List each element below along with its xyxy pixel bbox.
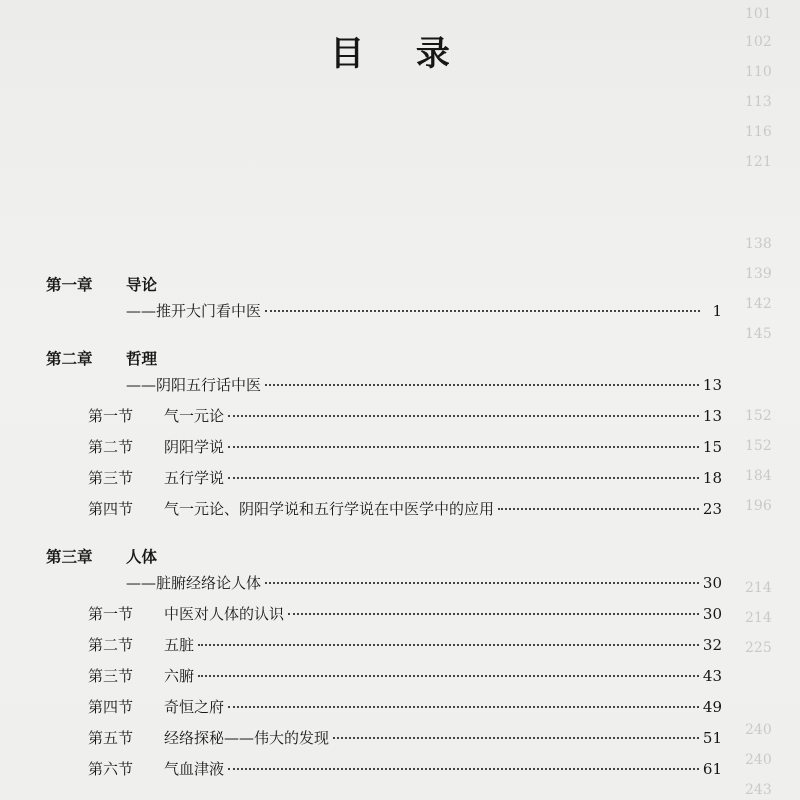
chapter-subtitle: ——脏腑经络论人体: [126, 574, 262, 592]
chapter-number: 第一章: [46, 276, 93, 294]
section-row[interactable]: [46, 630, 722, 661]
dot-leader: [288, 613, 699, 615]
dot-leader: [198, 675, 699, 677]
section-name: 六腑: [164, 667, 195, 685]
section-number: 第四节: [88, 698, 134, 716]
dot-leader: [265, 582, 699, 584]
section-number: 第一节: [88, 407, 134, 425]
dot-leader: [265, 384, 699, 386]
section-name: 经络探秘——伟大的发现: [164, 729, 330, 747]
page-number: 49: [702, 698, 722, 716]
section-row[interactable]: [46, 723, 722, 754]
chapter-name: 导论: [126, 276, 158, 294]
section-number: 第六节: [88, 760, 134, 778]
section-number: 第三节: [88, 667, 134, 685]
section-row[interactable]: [46, 754, 722, 785]
section-number: 第二节: [88, 438, 134, 456]
page-number: 30: [702, 605, 722, 623]
show-through-text: 101: [745, 6, 772, 22]
section-name: 奇恒之府: [164, 698, 225, 716]
dot-leader: [228, 415, 699, 417]
show-through-text: 142: [745, 296, 772, 312]
table-of-contents: [46, 274, 722, 800]
dot-leader: [228, 477, 699, 479]
chapter-subtitle-row[interactable]: [46, 568, 722, 599]
section-name: 气血津液: [164, 760, 225, 778]
chapter-1: [46, 274, 722, 327]
section-name: 五行学说: [164, 469, 225, 487]
section-name: 阴阳学说: [164, 438, 225, 456]
section-name: 气一元论: [164, 407, 225, 425]
dot-leader: [228, 768, 699, 770]
section-row[interactable]: [46, 692, 722, 723]
section-number: 第一节: [88, 605, 134, 623]
show-through-text: 116: [745, 124, 772, 140]
show-through-text: 139: [745, 266, 772, 282]
chapter-heading[interactable]: [46, 348, 722, 370]
chapter-name: 人体: [126, 548, 158, 566]
chapter-subtitle-row[interactable]: [46, 296, 722, 327]
dot-leader: [198, 644, 699, 646]
chapter-name: 哲理: [126, 350, 158, 368]
show-through-text: 110: [745, 64, 772, 80]
section-name: 气一元论、阴阳学说和五行学说在中医学中的应用: [164, 500, 495, 518]
section-number: 第五节: [88, 729, 134, 747]
show-through-text: 225: [745, 640, 772, 656]
chapter-number: 第三章: [46, 548, 93, 566]
show-through-text: 243: [745, 782, 772, 798]
show-through-text: 240: [745, 752, 772, 768]
section-name: 中医对人体的认识: [164, 605, 285, 623]
show-through-text: 240: [745, 722, 772, 738]
page-number: 23: [702, 500, 722, 518]
show-through-text: 138: [745, 236, 772, 252]
page-number: 51: [702, 729, 722, 747]
show-through-text: 214: [745, 580, 772, 596]
chapter-subtitle: ——推开大门看中医: [126, 302, 262, 320]
section-row[interactable]: [46, 494, 722, 525]
section-row[interactable]: [46, 401, 722, 432]
show-through-text: 113: [745, 94, 772, 110]
page-title: 目 录: [330, 34, 470, 74]
chapter-heading[interactable]: [46, 274, 722, 296]
dot-leader: [498, 508, 699, 510]
chapter-number: 第二章: [46, 350, 93, 368]
dot-leader: [333, 737, 699, 739]
page-number: 13: [702, 376, 722, 394]
section-name: 五脏: [164, 636, 195, 654]
show-through-text: 121: [745, 154, 772, 170]
dot-leader: [265, 310, 700, 312]
dot-leader: [228, 446, 699, 448]
chapter-subtitle-row[interactable]: [46, 370, 722, 401]
show-through-text: 152: [745, 408, 772, 424]
page-number: 30: [702, 574, 722, 592]
section-number: 第三节: [88, 469, 134, 487]
page-number: 43: [702, 667, 722, 685]
show-through-text: 214: [745, 610, 772, 626]
show-through-text: 184: [745, 468, 772, 484]
section-row[interactable]: [46, 463, 722, 494]
page-number: 61: [702, 760, 722, 778]
show-through-text: 145: [745, 326, 772, 342]
section-row[interactable]: [46, 432, 722, 463]
page-number: 1: [712, 302, 722, 320]
show-through-text: 102: [745, 34, 772, 50]
chapter-2: [46, 348, 722, 525]
show-through-text: 196: [745, 498, 772, 514]
page-number: 13: [702, 407, 722, 425]
section-row[interactable]: [46, 661, 722, 692]
page-number: 32: [702, 636, 722, 654]
section-row[interactable]: [46, 599, 722, 630]
chapter-heading[interactable]: [46, 546, 722, 568]
dot-leader: [228, 706, 699, 708]
section-number: 第二节: [88, 636, 134, 654]
show-through-text: 152: [745, 438, 772, 454]
page-number: 15: [702, 438, 722, 456]
chapter-3: [46, 546, 722, 785]
section-number: 第四节: [88, 500, 134, 518]
page-number: 18: [702, 469, 722, 487]
chapter-subtitle: ——阴阳五行话中医: [126, 376, 262, 394]
